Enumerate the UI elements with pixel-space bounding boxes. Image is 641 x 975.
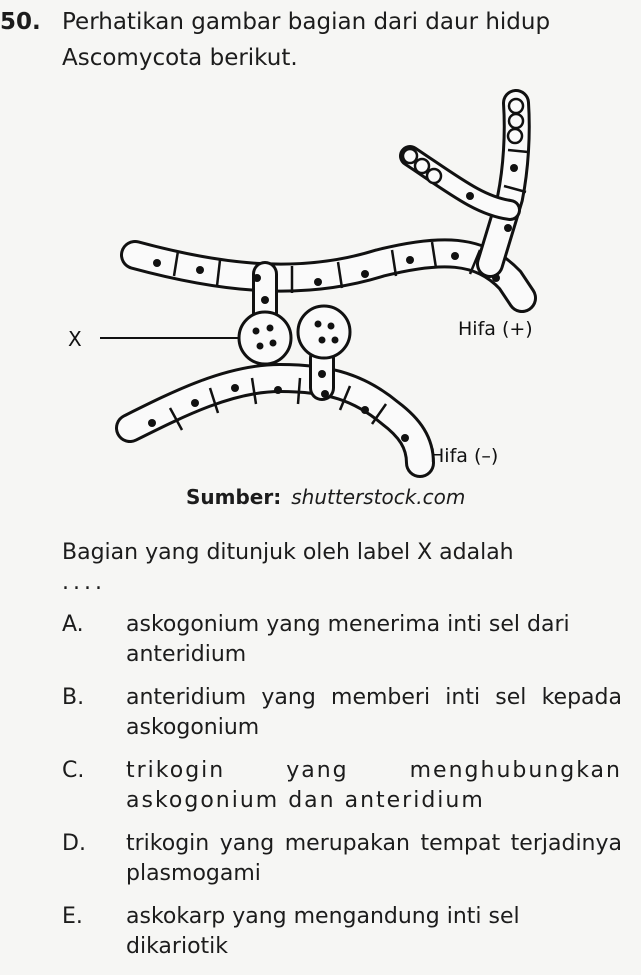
option-b[interactable] — [62, 683, 622, 743]
label-hifa-plus: Hifa (+) — [458, 318, 533, 340]
option-e-letter: E. — [62, 904, 83, 929]
question-number: 50. — [0, 9, 41, 35]
option-d-text: trikogin yang merupakan tempat terjadinya plasmogami — [126, 831, 622, 886]
option-a-letter: A. — [62, 612, 84, 637]
figure-caption — [186, 483, 465, 511]
option-a-text: askogonium yang menerima inti sel dari anteridium — [126, 612, 570, 667]
option-e-text: askokarp yang mengandung inti sel dikariotik — [126, 904, 520, 959]
option-a[interactable] — [62, 610, 622, 670]
answer-options — [62, 610, 622, 975]
label-x: X — [68, 327, 82, 351]
option-d[interactable] — [62, 829, 622, 889]
gametangia — [239, 306, 350, 364]
caption-source: shutterstock.com — [291, 485, 466, 509]
option-c[interactable] — [62, 756, 622, 816]
label-hifa-minus: Hifa (–) — [430, 445, 499, 467]
option-b-text: anteridium yang memberi inti sel kepada askogonium — [126, 685, 622, 740]
prompt-dots: .... — [62, 570, 106, 595]
prompt-text: Bagian yang ditunjuk oleh label X adalah — [62, 540, 514, 565]
option-e[interactable] — [62, 902, 622, 962]
caption-label: Sumber: — [186, 485, 282, 509]
option-b-letter: B. — [62, 685, 85, 710]
question-prompt — [62, 538, 627, 598]
option-c-letter: C. — [62, 758, 85, 783]
question-text: Perhatikan gambar bagian dari daur hidup Ascomycota berikut. — [62, 9, 551, 71]
option-c-text: trikogin yang menghubungkan askogonium dan anteridium — [126, 758, 622, 813]
ascomycota-diagram — [60, 88, 620, 508]
diagram-svg — [60, 88, 620, 508]
option-d-letter: D. — [62, 831, 86, 856]
